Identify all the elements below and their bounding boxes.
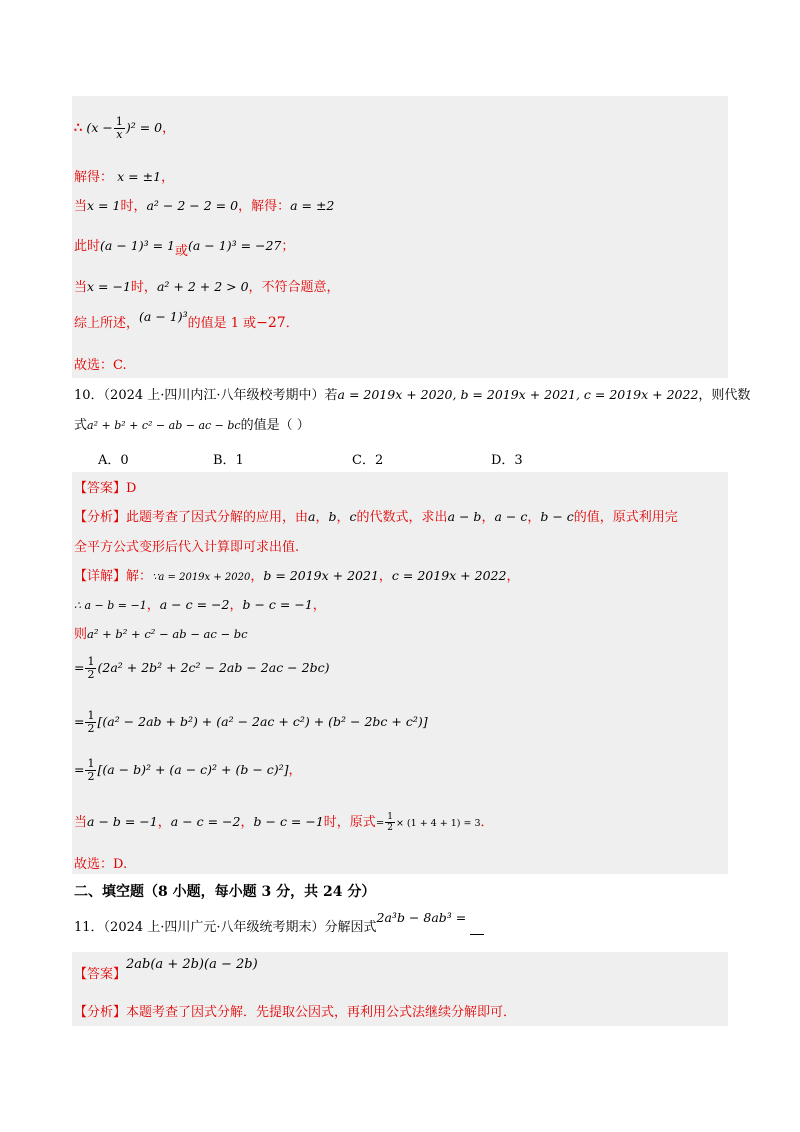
question-text: 10．（2024 上·四川内江·八年级校考期中）若: [74, 388, 338, 403]
text: 或: [174, 244, 188, 259]
answer-11: [74, 957, 258, 982]
math-expr: a² + b² + c² − ab − ac − bc: [87, 419, 241, 432]
label: 综上所述，: [74, 316, 140, 331]
text: 此题考查了因式分解的应用，由: [126, 510, 309, 525]
punct: ，: [229, 598, 243, 613]
math-expr: )² = 0: [125, 120, 163, 135]
math-expr: x = ±1: [117, 169, 162, 184]
analysis-label: 【分析】: [74, 1005, 127, 1020]
text: 本题考查了因式分解．先提取公因式，再利用公式法继续分解即可．: [126, 1005, 517, 1020]
punct: ，: [506, 569, 520, 584]
math-expr: × (1 + 4 + 1) = 3: [395, 818, 481, 829]
question-text: 11．（2024 上·四川广元·八年级统考期末）分解因式: [74, 920, 377, 935]
math-expr: a − b = −1: [87, 814, 158, 829]
math-expr: a − c: [494, 509, 528, 524]
punct: ．: [285, 316, 299, 331]
math-expr: ∵a = 2019x + 2020: [152, 572, 251, 583]
punct: ，: [378, 569, 392, 584]
punct: ，: [146, 598, 160, 613]
numerator: 1: [87, 757, 95, 770]
q11-line: [74, 910, 484, 937]
q10-line-2: [74, 417, 310, 435]
math-expr: a² − 2 − 2 = 0: [146, 198, 239, 213]
detail-label: 【详解】: [74, 569, 127, 584]
denominator: 2: [87, 668, 95, 681]
sol-line-7: 故选：C.: [74, 358, 127, 373]
math-expr: (2a² + 2b² + 2c² − 2ab − 2ac − 2bc): [97, 660, 330, 675]
option-b: B．1: [213, 453, 244, 468]
answer-label: 【答案】: [74, 967, 127, 982]
fraction: [85, 710, 96, 735]
denominator: 2: [87, 722, 95, 735]
text: 的值是 1 或: [187, 316, 257, 331]
math-expr: a = 2019x + 2020, b = 2019x + 2021, c = 2019x + 2022: [337, 387, 699, 402]
math-expr: b − c = −1: [253, 814, 324, 829]
sol-line-2: [74, 168, 174, 187]
math-expr: a − c = −2: [170, 814, 241, 829]
choice-10: 故选：D.: [74, 857, 128, 872]
label: 当: [74, 815, 88, 830]
punct: ，: [288, 763, 302, 778]
sol-line-1: [74, 116, 175, 141]
analysis-label: 【分析】: [74, 510, 127, 525]
detail-10-line-6: [74, 758, 302, 783]
punct: ，: [315, 510, 329, 525]
punct: ，: [312, 598, 326, 613]
answer-10: 【答案】D: [74, 481, 137, 496]
math-expr: x = −1: [87, 279, 131, 294]
math-expr: [(a − b)² + (a − c)² + (b − c)²]: [97, 762, 289, 777]
math-expr: a − c = −2: [159, 597, 230, 612]
math-expr: 2a³b − 8ab³ =: [376, 910, 467, 925]
numerator: 1: [387, 812, 393, 822]
answer-blank: [470, 934, 484, 935]
punct: ，: [250, 569, 264, 584]
sol-line-5: [74, 278, 340, 297]
punct: ，: [481, 510, 495, 525]
label: 解得：: [74, 170, 114, 185]
math-expr: c = 2019x + 2022: [391, 568, 507, 583]
math-expr: a² + 2 + 2 > 0: [156, 279, 249, 294]
numerator: 1: [87, 709, 95, 722]
analysis-10-line-2: 全平方公式变形后代入计算即可求出值.: [74, 540, 300, 555]
analysis-11: [74, 1004, 516, 1022]
detail-10-line-1: [74, 567, 519, 587]
text: ，不符合题意，: [248, 280, 340, 295]
denominator: 2: [87, 770, 95, 783]
detail-10-line-4: [74, 656, 329, 681]
punct: ，: [527, 510, 541, 525]
detail-10-line-3: [74, 625, 248, 644]
numerator: 1: [87, 655, 95, 668]
math-expr: (a − 1)³ = 1: [100, 238, 175, 253]
fraction: [85, 656, 96, 681]
math-expr: b = 2019x + 2021: [263, 568, 379, 583]
punct: ．: [480, 815, 494, 830]
detail-10-line-2: [74, 596, 326, 615]
math-expr: [(a² − 2ab + b²) + (a² − 2ac + c²) + (b² − 2bc + c²)]: [97, 714, 428, 729]
math-expr: b − c = −1: [242, 597, 313, 612]
fraction: [385, 812, 395, 833]
detail-10-line-7: [74, 812, 494, 833]
text: 的代数式，求出: [356, 510, 448, 525]
section-heading: 二、填空题（8 小题，每小题 3 分，共 24 分）: [74, 884, 376, 900]
option-d: D．3: [491, 453, 523, 468]
question-text: 的值是（ ）: [240, 418, 310, 433]
equals: =: [74, 714, 85, 729]
math-expr: 2ab(a + 2b)(a − 2b): [126, 957, 258, 972]
text: 时，原式: [323, 815, 376, 830]
sol-line-6: [74, 309, 299, 333]
label: 此时: [74, 239, 101, 254]
sol-line-3: [74, 197, 334, 216]
text: ，解得：: [238, 199, 291, 214]
punct: ，: [157, 815, 171, 830]
punct: ，: [240, 815, 254, 830]
math-expr: c: [349, 509, 357, 524]
label: 则: [74, 627, 88, 642]
math-expr: b: [328, 509, 337, 524]
punct: ，: [161, 170, 175, 185]
analysis-10-line-1: [74, 508, 678, 527]
fraction: [85, 758, 96, 783]
math-expr: a² + b² + c² − ab − ac − bc: [87, 627, 248, 641]
math-expr: a: [308, 509, 316, 524]
text: 时，: [120, 199, 147, 214]
question-text: ，则代数: [698, 388, 751, 403]
label: 当: [74, 199, 88, 214]
option-c: C．2: [352, 453, 384, 468]
math-expr: (a − 1)³: [139, 309, 188, 324]
detail-10-line-5: [74, 710, 428, 735]
punct: ，: [162, 121, 176, 136]
math-expr: a − b: [447, 509, 482, 524]
sol-line-4: [74, 237, 295, 259]
math-expr: ∴ a − b = −1: [74, 599, 147, 612]
label: 当: [74, 280, 88, 295]
q10-line-1: [74, 386, 750, 405]
math-expr: x = 1: [87, 198, 121, 213]
therefore-symbol: ∴: [74, 121, 83, 136]
text: 解：: [126, 569, 153, 584]
equals: =: [375, 818, 385, 829]
option-a: A．0: [98, 453, 129, 468]
denominator: 2: [387, 823, 393, 833]
punct: ；: [281, 239, 295, 254]
math-expr: (a − 1)³ = −27: [188, 238, 282, 253]
question-text: 式: [74, 418, 88, 433]
text: 时，: [130, 280, 157, 295]
punct: ，: [336, 510, 350, 525]
math-expr: a = ±2: [290, 198, 335, 213]
equals: =: [74, 762, 85, 777]
equals: =: [74, 660, 85, 675]
text: 的值，原式利用完: [573, 510, 678, 525]
math-expr: (x −: [86, 120, 113, 135]
math-expr: b − c: [540, 509, 574, 524]
math-expr: −27: [256, 315, 286, 331]
fraction: $\frac{1}{x}$: [115, 115, 123, 141]
